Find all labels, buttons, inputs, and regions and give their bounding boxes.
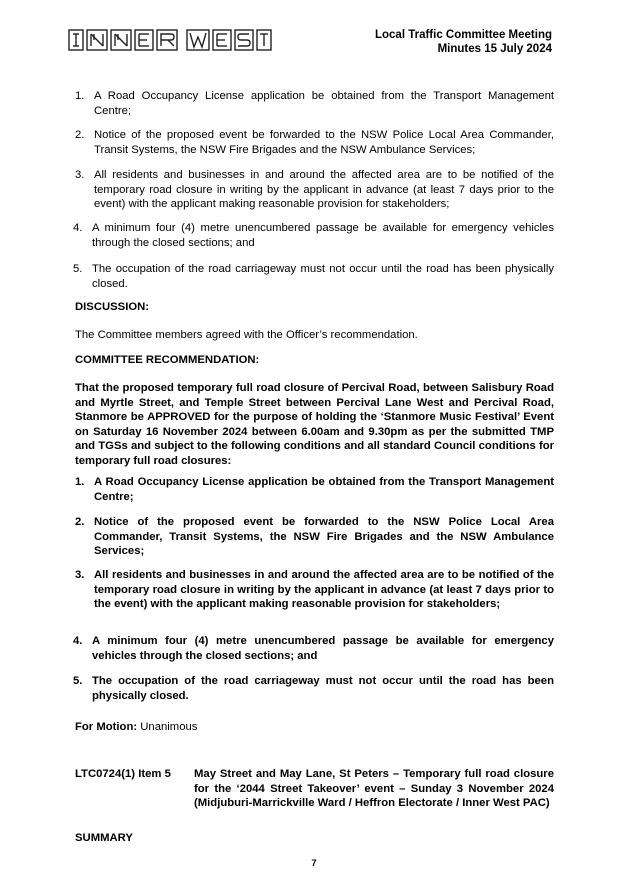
- inner-west-logo-icon: [68, 28, 272, 54]
- committee-recommendation-heading: COMMITTEE RECOMMENDATION:: [75, 354, 260, 366]
- item-title-text: May Street and May Lane, St Peters – Temporary full road closure for the ‘2044 Street Takeover’ event – Sunday 3 November 2024 (Midjuburi-Marrickville Ward / Heffron Electorate / Inner West PAC): [194, 768, 554, 809]
- motion-line: [75, 720, 554, 735]
- condition-number: 3.: [75, 169, 85, 181]
- condition-text: The occupation of the road carriageway must not occur until the road has been physically closed.: [92, 675, 554, 702]
- condition-number: 2.: [75, 129, 85, 141]
- condition-number: 4.: [73, 635, 83, 647]
- page-number: 7: [311, 858, 317, 869]
- officer-condition: [75, 168, 554, 212]
- motion-value: Unanimous: [140, 721, 198, 733]
- motion-label: For Motion:: [75, 721, 138, 733]
- officer-condition: [73, 262, 554, 291]
- item-title: [194, 767, 554, 811]
- inner-west-logo: [68, 28, 272, 54]
- officer-condition: [75, 89, 554, 118]
- condition-text: All residents and businesses in and around the affected area are to be notified of the temporary road closure in writing by the applicant in advance (at least 7 days prior to the event) with the applicant making reasonable provision for stakeholders;: [94, 169, 554, 210]
- discussion-text: The Committee members agreed with the Officer’s recommendation.: [75, 329, 418, 341]
- header-meeting-title: Local Traffic Committee Meeting: [374, 29, 552, 41]
- officer-condition: [73, 221, 554, 250]
- committee-recommendation-intro: That the proposed temporary full road closure of Percival Road, between Salisbury Road and Myrtle Street, and Temple Street between Percival Lane West and Percival Road, Stanmore be APPROVED for the purpose of holding the ‘Stanmore Music Festival’ Event on Saturday 16 November 2024 between 6.00am and 9.30pm as per the submitted TMP and TGSs and subject to the following conditions and all standard Council conditions for temporary full road closures:: [75, 382, 554, 467]
- discussion-heading: DISCUSSION:: [75, 301, 150, 313]
- condition-number: 1.: [75, 90, 85, 102]
- committee-condition: [75, 568, 554, 612]
- committee-condition: [75, 475, 554, 504]
- condition-text: A minimum four (4) metre unencumbered passage be available for emergency vehicles through the closed sections; and: [92, 635, 554, 662]
- condition-number: 5.: [73, 263, 83, 275]
- condition-number: 1.: [75, 476, 85, 488]
- committee-condition: [75, 515, 554, 559]
- condition-text: All residents and businesses in and around the affected area are to be notified of the temporary road closure in writing by the applicant in advance (at least 7 days prior to the event) with the applicant making reasonable provision for stakeholders;: [94, 569, 554, 610]
- condition-text: A Road Occupancy License application be obtained from the Transport Management Centre;: [94, 90, 554, 117]
- condition-text: Notice of the proposed event be forwarded to the NSW Police Local Area Commander, Transit Systems, the NSW Fire Brigades and the NSW Ambulance Services;: [94, 129, 554, 156]
- summary-heading: SUMMARY: [75, 832, 133, 844]
- condition-text: A minimum four (4) metre unencumbered passage be available for emergency vehicles through the closed sections; and: [92, 222, 554, 249]
- header-minutes-date: Minutes 15 July 2024: [437, 43, 552, 55]
- condition-text: Notice of the proposed event be forwarded to the NSW Police Local Area Commander, Transit Systems, the NSW Fire Brigades and the NSW Ambulance Services;: [94, 516, 554, 557]
- condition-number: 3.: [75, 569, 85, 581]
- condition-text: The occupation of the road carriageway must not occur until the road has been physically closed.: [92, 263, 554, 290]
- item-reference: LTC0724(1) Item 5: [75, 768, 171, 780]
- committee-condition: [73, 674, 554, 703]
- condition-number: 5.: [73, 675, 83, 687]
- condition-number: 4.: [73, 222, 83, 234]
- condition-text: A Road Occupancy License application be obtained from the Transport Management Centre;: [94, 476, 554, 503]
- committee-condition: [73, 634, 554, 663]
- officer-condition: [75, 128, 554, 157]
- condition-number: 2.: [75, 516, 85, 528]
